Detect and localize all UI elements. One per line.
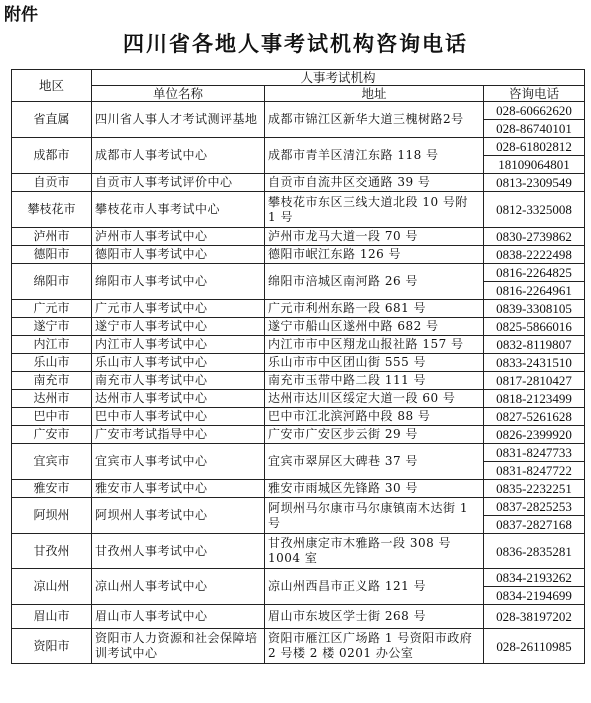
phone-number: 0831-8247722 [484, 461, 584, 479]
region-cell: 巴中市 [12, 408, 92, 426]
table-body [12, 102, 585, 664]
phone-cell [484, 498, 585, 534]
address-cell: 凉山州西昌市正义路 121 号 [265, 569, 484, 605]
table-row [12, 300, 585, 318]
phone-cell [484, 246, 585, 264]
table-row [12, 354, 585, 372]
table-row [12, 480, 585, 498]
phone-number: 0827-5261628 [496, 409, 572, 424]
table-row [12, 534, 585, 569]
table-row [12, 102, 585, 138]
region-cell: 泸州市 [12, 228, 92, 246]
header-unit: 单位名称 [92, 86, 265, 102]
address-cell: 巴中市江北滨河路中段 88 号 [265, 408, 484, 426]
phone-cell [484, 605, 585, 629]
region-cell: 南充市 [12, 372, 92, 390]
phone-cell [484, 228, 585, 246]
phone-cell [484, 390, 585, 408]
address-cell: 广元市利州东路一段 681 号 [265, 300, 484, 318]
phone-cell [484, 534, 585, 569]
address-cell: 南充市玉带中路二段 111 号 [265, 372, 484, 390]
header-institution: 人事考试机构 [92, 70, 585, 86]
phone-number: 0816-2264825 [496, 265, 572, 280]
phone-number: 0831-8247733 [496, 445, 572, 460]
region-cell: 绵阳市 [12, 264, 92, 300]
table-row [12, 498, 585, 534]
table-row [12, 318, 585, 336]
address-cell: 阿坝州马尔康市马尔康镇南木达街 1 号 [265, 498, 484, 534]
phone-number: 0838-2222498 [496, 247, 572, 262]
phone-cell [484, 138, 585, 174]
phone-cell [484, 480, 585, 498]
region-cell: 达州市 [12, 390, 92, 408]
unit-name-cell: 资阳市人力资源和社会保障培训考试中心 [92, 629, 265, 664]
phone-number: 028-60662620 [496, 103, 572, 118]
phone-number: 0818-2123499 [496, 391, 572, 406]
address-cell: 绵阳市涪城区南河路 26 号 [265, 264, 484, 300]
phone-number: 028-61802812 [496, 139, 572, 154]
address-cell: 自贡市自流井区交通路 39 号 [265, 174, 484, 192]
phone-number: 18109064801 [484, 155, 584, 173]
region-cell: 攀枝花市 [12, 192, 92, 228]
address-cell: 广安市广安区步云街 29 号 [265, 426, 484, 444]
address-cell: 成都市锦江区新华大道三槐树路2号 [265, 102, 484, 138]
phone-number: 0825-5866016 [496, 319, 572, 334]
table-row [12, 408, 585, 426]
unit-name-cell: 巴中市人事考试中心 [92, 408, 265, 426]
unit-name-cell: 阿坝州人事考试中心 [92, 498, 265, 534]
unit-name-cell: 内江市人事考试中心 [92, 336, 265, 354]
address-cell: 雅安市雨城区先锋路 30 号 [265, 480, 484, 498]
table-row [12, 605, 585, 629]
phone-number: 0837-2825253 [496, 499, 572, 514]
table-row [12, 390, 585, 408]
address-cell: 遂宁市船山区遂州中路 682 号 [265, 318, 484, 336]
region-cell: 内江市 [12, 336, 92, 354]
unit-name-cell: 雅安市人事考试中心 [92, 480, 265, 498]
table-row [12, 629, 585, 664]
table-row [12, 228, 585, 246]
table-row [12, 569, 585, 605]
phone-number: 0826-2399920 [496, 427, 572, 442]
phone-number: 028-38197202 [496, 609, 572, 624]
region-cell: 眉山市 [12, 605, 92, 629]
phone-number: 0834-2193262 [496, 570, 572, 585]
phone-cell [484, 102, 585, 138]
unit-name-cell: 乐山市人事考试中心 [92, 354, 265, 372]
phone-cell [484, 426, 585, 444]
unit-name-cell: 德阳市人事考试中心 [92, 246, 265, 264]
phone-number: 0839-3308105 [496, 301, 572, 316]
unit-name-cell: 凉山州人事考试中心 [92, 569, 265, 605]
address-cell: 泸州市龙马大道一段 70 号 [265, 228, 484, 246]
region-cell: 广元市 [12, 300, 92, 318]
table-row [12, 264, 585, 300]
header-address: 地址 [265, 86, 484, 102]
phone-number: 0835-2232251 [496, 481, 572, 496]
phone-cell [484, 408, 585, 426]
phone-cell [484, 264, 585, 300]
header-row-group [12, 70, 585, 86]
region-cell: 自贡市 [12, 174, 92, 192]
table-row [12, 246, 585, 264]
unit-name-cell: 绵阳市人事考试中心 [92, 264, 265, 300]
unit-name-cell: 自贡市人事考试评价中心 [92, 174, 265, 192]
phone-number: 0816-2264961 [484, 281, 584, 299]
page-title: 四川省各地人事考试机构咨询电话 [123, 32, 468, 56]
phone-number: 0830-2739862 [496, 229, 572, 244]
header-phone: 咨询电话 [484, 86, 585, 102]
table-row [12, 426, 585, 444]
table-row [12, 174, 585, 192]
unit-name-cell: 泸州市人事考试中心 [92, 228, 265, 246]
table-row [12, 336, 585, 354]
address-cell: 达州市达川区绥定大道一段 60 号 [265, 390, 484, 408]
region-cell: 雅安市 [12, 480, 92, 498]
address-cell: 甘孜州康定市木雅路一段 308 号1004 室 [265, 534, 484, 569]
region-cell: 甘孜州 [12, 534, 92, 569]
unit-name-cell: 四川省人事人才考试测评基地 [92, 102, 265, 138]
phone-number: 0817-2810427 [496, 373, 572, 388]
unit-name-cell: 遂宁市人事考试中心 [92, 318, 265, 336]
region-cell: 资阳市 [12, 629, 92, 664]
phone-number: 028-26110985 [496, 638, 572, 654]
header-row-columns [12, 86, 585, 102]
unit-name-cell: 攀枝花市人事考试中心 [92, 192, 265, 228]
unit-name-cell: 甘孜州人事考试中心 [92, 534, 265, 569]
table-row [12, 372, 585, 390]
address-cell: 成都市青羊区清江东路 118 号 [265, 138, 484, 174]
phone-number: 0812-3325008 [496, 202, 572, 217]
unit-name-cell: 成都市人事考试中心 [92, 138, 265, 174]
table-row [12, 444, 585, 480]
header-region: 地区 [12, 70, 92, 102]
region-cell: 乐山市 [12, 354, 92, 372]
region-cell: 遂宁市 [12, 318, 92, 336]
phone-number: 0832-8119807 [496, 337, 572, 352]
address-cell: 眉山市东坡区学士街 268 号 [265, 605, 484, 629]
region-cell: 宜宾市 [12, 444, 92, 480]
unit-name-cell: 南充市人事考试中心 [92, 372, 265, 390]
table-row [12, 138, 585, 174]
region-cell: 广安市 [12, 426, 92, 444]
region-cell: 省直属 [12, 102, 92, 138]
phone-number: 0834-2194699 [484, 586, 584, 604]
phone-cell [484, 300, 585, 318]
region-cell: 凉山州 [12, 569, 92, 605]
address-cell: 内江市市中区翔龙山报社路 157 号 [265, 336, 484, 354]
address-cell: 攀枝花市东区三线大道北段 10 号附 1 号 [265, 192, 484, 228]
phone-cell [484, 174, 585, 192]
region-cell: 德阳市 [12, 246, 92, 264]
address-cell: 德阳市岷江东路 126 号 [265, 246, 484, 264]
phone-cell [484, 372, 585, 390]
unit-name-cell: 广元市人事考试中心 [92, 300, 265, 318]
phone-number: 0836-2835281 [496, 543, 572, 559]
phone-cell [484, 318, 585, 336]
attachment-label: 附件 [4, 5, 38, 25]
phone-cell [484, 569, 585, 605]
phone-number: 028-86740101 [484, 119, 584, 137]
unit-name-cell: 眉山市人事考试中心 [92, 605, 265, 629]
phone-cell [484, 336, 585, 354]
address-cell: 乐山市市中区团山街 555 号 [265, 354, 484, 372]
table-row [12, 192, 585, 228]
region-cell: 成都市 [12, 138, 92, 174]
unit-name-cell: 广安市考试指导中心 [92, 426, 265, 444]
phone-cell [484, 354, 585, 372]
region-cell: 阿坝州 [12, 498, 92, 534]
phone-cell [484, 629, 585, 664]
unit-name-cell: 宜宾市人事考试中心 [92, 444, 265, 480]
phone-cell [484, 444, 585, 480]
phone-number: 0833-2431510 [496, 355, 572, 370]
address-cell: 宜宾市翠屏区大碑巷 37 号 [265, 444, 484, 480]
unit-name-cell: 达州市人事考试中心 [92, 390, 265, 408]
address-cell: 资阳市雁江区广场路 1 号资阳市政府 2 号楼 2 楼 0201 办公室 [265, 629, 484, 664]
contact-table [11, 69, 585, 664]
phone-number: 0813-2309549 [496, 175, 572, 190]
phone-cell [484, 192, 585, 228]
phone-number: 0837-2827168 [484, 515, 584, 533]
